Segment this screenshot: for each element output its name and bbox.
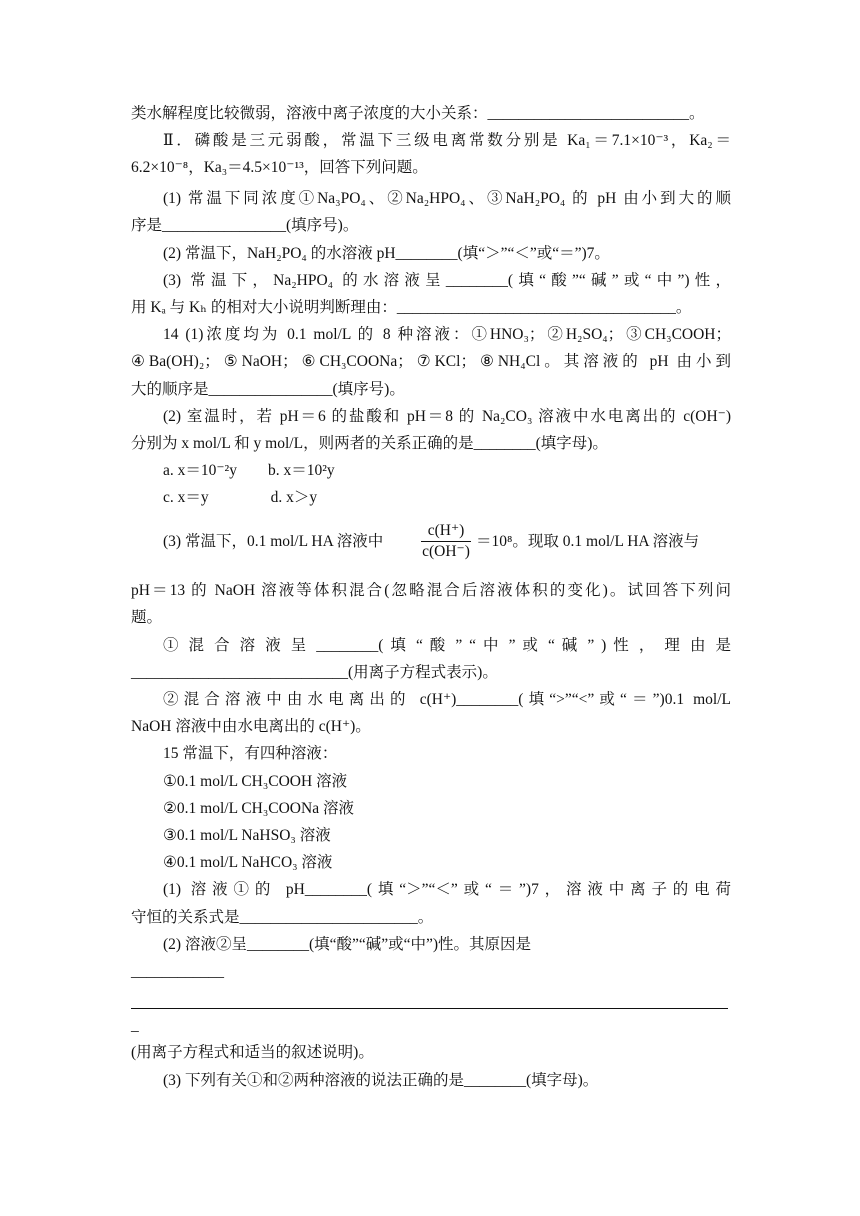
answer-blank: _ — [131, 1017, 139, 1034]
text-line: (2) 常温下，NaH₂PO₄ 的水溶液 pH________(填“＞”“＜”或“＝”)7。 — [163, 245, 610, 262]
answer-blank-line — [131, 1008, 728, 1009]
text-line: (3) 下列有关①和②两种溶液的说法正确的是________(填字母)。 — [163, 1072, 599, 1089]
q3-prefix: (3) 常温下，0.1 mol/L HA 溶液中 — [163, 533, 384, 550]
q3-suffix: ＝10⁸。现取 0.1 mol/L HA 溶液与 — [476, 533, 700, 550]
text-line: 14 (1)浓度均为 0.1 mol/L 的 8 种溶液：①HNO₃；②H₂SO₄；③CH₃COOH； — [163, 326, 731, 343]
text-line: 题。 — [131, 609, 163, 626]
solution-item: ④0.1 mol/L NaHCO₃ 溶液 — [163, 854, 333, 871]
text-line: Ⅱ．磷酸是三元弱酸，常温下三级电离常数分别是 Ka₁＝7.1×10⁻³，Ka₂＝ — [163, 132, 731, 149]
answer-blank: ____________ — [131, 963, 224, 980]
text-line: (3) 常温下，Na₂HPO₄ 的水溶液呈________(填“酸”“碱”或“中”)性， — [163, 272, 731, 289]
text-line: (2) 室温时，若 pH＝6 的盐酸和 pH＝8 的 Na₂CO₃ 溶液中水电离出的 c(OH⁻) — [163, 408, 731, 425]
text-line: (1) 常温下同浓度①Na₃PO₄、②Na₂HPO₄、③NaH₂PO₄ 的 pH 由小到大的顺 — [163, 190, 731, 207]
text-line: NaOH 溶液中由水电离出的 c(H⁺)。 — [131, 718, 371, 735]
text-line: 分别为 x mol/L 和 y mol/L，则两者的关系正确的是________(填字母)。 — [131, 435, 608, 452]
text-line: 守恒的关系式是_______________________。 — [131, 909, 434, 926]
answer-option: c. x＝y d. x＞y — [163, 489, 318, 506]
fraction-denominator: c(OH⁻) — [422, 543, 470, 560]
text-line: (2) 溶液②呈________(填“酸”“碱”或“中”)性。其原因是 — [163, 936, 532, 953]
text-line: 类水解程度比较微弱，溶液中离子浓度的大小关系：__________________________。 — [131, 105, 705, 122]
text-line: (1) 溶液①的 pH________(填“＞”“＜”或“＝”)7，溶液中离子的电荷 — [163, 881, 731, 898]
answer-option: a. x＝10⁻²y b. x＝10²y — [163, 462, 335, 479]
text-line: 序是________________(填序号)。 — [131, 217, 359, 234]
text-line: ____________________________(用离子方程式表示)。 — [131, 664, 498, 681]
text-line: ① 混 合 溶 液 呈 ________( 填 “ 酸 ” “ 中 ” 或 “ 碱 ” ) 性 ， 理 由 是 — [163, 637, 731, 654]
ratio-fraction — [419, 521, 473, 562]
fraction-numerator: c(H⁺) — [427, 522, 465, 539]
solution-item: ②0.1 mol/L CH₃COONa 溶液 — [163, 800, 354, 817]
solution-item: ③0.1 mol/L NaHSO₃ 溶液 — [163, 827, 331, 844]
text-line: (用离子方程式和适当的叙述说明)。 — [131, 1044, 374, 1061]
text-line: ④Ba(OH)₂；⑤NaOH；⑥CH₃COONa；⑦KCl；⑧NH₄Cl。其溶液的 pH 由小到 — [131, 353, 731, 370]
text-line: ②混合溶液中由水电离出的 c(H⁺)________(填“>”“<”或“＝”)0.1 mol/L — [163, 691, 731, 708]
text-line: 6.2×10⁻⁸，Ka₃＝4.5×10⁻¹³，回答下列问题。 — [131, 159, 428, 176]
question-heading: 15 常温下，有四种溶液： — [163, 745, 338, 762]
solution-item: ①0.1 mol/L CH₃COOH 溶液 — [163, 773, 348, 790]
text-line: 大的顺序是________________(填序号)。 — [131, 381, 405, 398]
text-line: 用 Kₐ 与 Kₕ 的相对大小说明判断理由：____________________________________。 — [131, 299, 692, 316]
text-line: pH＝13 的 NaOH 溶液等体积混合(忽略混合后溶液体积的变化)。试回答下列问 — [131, 582, 731, 599]
